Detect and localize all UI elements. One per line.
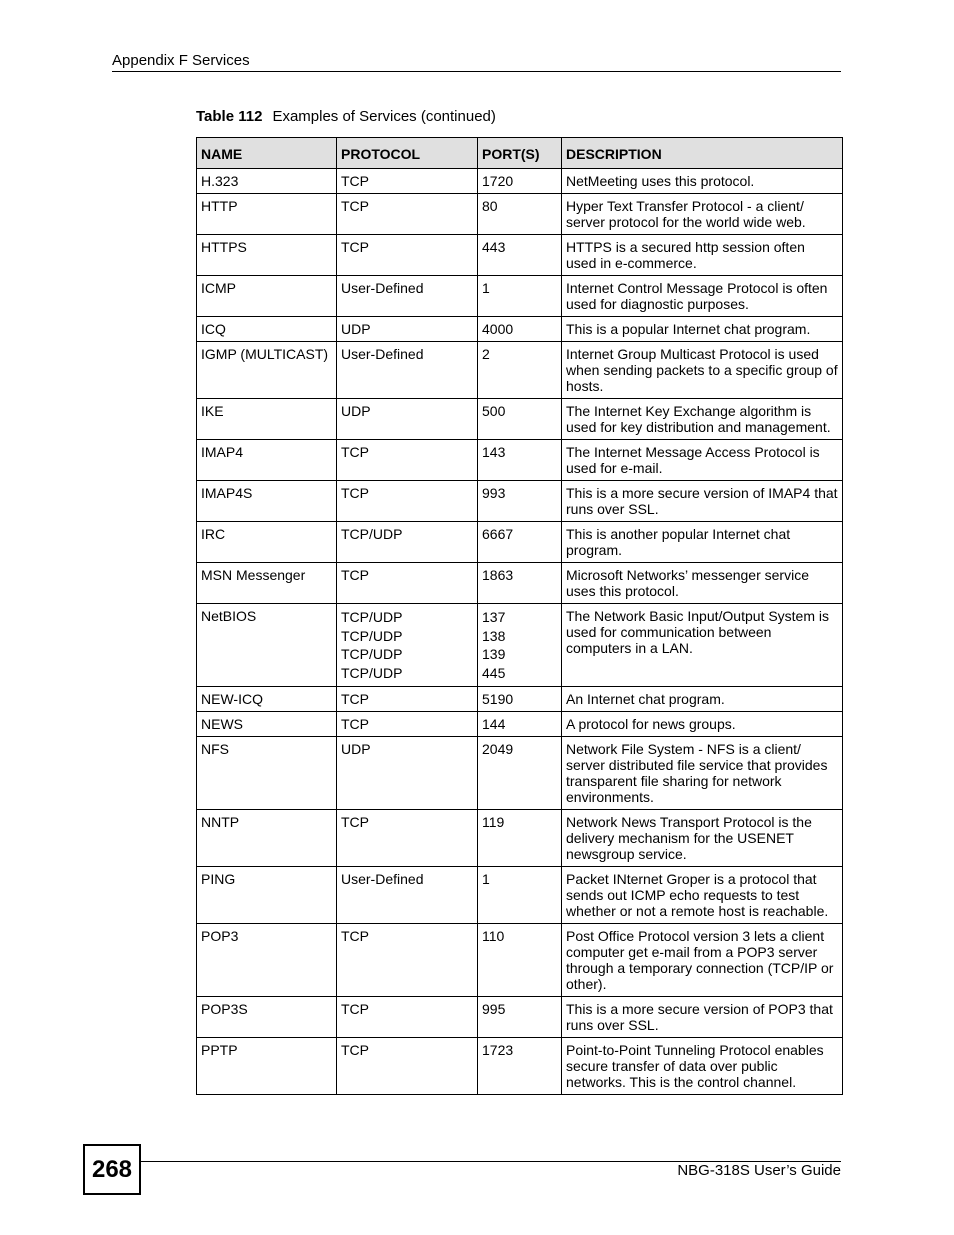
protocol-value: TCP (341, 444, 369, 460)
cell-protocol (337, 737, 478, 810)
port-value: 110 (482, 928, 505, 944)
protocol-value: User-Defined (341, 280, 424, 296)
protocol-value: TCP/UDP (341, 646, 403, 662)
table-row (197, 563, 843, 604)
cell-description: A protocol for news groups. (562, 712, 843, 737)
cell-protocol (337, 194, 478, 235)
cell-protocol (337, 997, 478, 1038)
cell-ports (478, 169, 562, 194)
protocol-value: TCP (341, 567, 369, 583)
cell-name: PPTP (197, 1038, 337, 1095)
cell-name: ICQ (197, 317, 337, 342)
protocol-value: TCP/UDP (341, 609, 403, 625)
table-row (197, 867, 843, 924)
port-value: 144 (482, 716, 506, 732)
port-value: 1723 (482, 1042, 514, 1058)
cell-ports (478, 522, 562, 563)
cell-name: MSN Messenger (197, 563, 337, 604)
cell-ports (478, 737, 562, 810)
table-row (197, 194, 843, 235)
port-value: 1 (482, 871, 490, 887)
table-row (197, 522, 843, 563)
port-value: 143 (482, 444, 506, 460)
cell-description: HTTPS is a secured http session often used in e-commerce. (562, 235, 843, 276)
port-value: 443 (482, 239, 506, 255)
cell-protocol (337, 712, 478, 737)
table-caption-label: Table 112 (196, 108, 263, 125)
cell-description: NetMeeting uses this protocol. (562, 169, 843, 194)
cell-ports (478, 563, 562, 604)
table-row (197, 924, 843, 997)
running-header: Appendix F Services (112, 52, 250, 69)
cell-name: POP3S (197, 997, 337, 1038)
table-header-row (197, 138, 843, 169)
protocol-value: TCP (341, 173, 369, 189)
cell-description: Network File System - NFS is a client/ server distributed file service that provides transparent file sharing for network environments. (562, 737, 843, 810)
cell-protocol (337, 604, 478, 687)
table-row (197, 810, 843, 867)
cell-description: The Internet Message Access Protocol is used for e-mail. (562, 440, 843, 481)
cell-ports (478, 317, 562, 342)
cell-name: PING (197, 867, 337, 924)
table-row (197, 1038, 843, 1095)
cell-protocol (337, 522, 478, 563)
services-table (196, 137, 843, 1095)
cell-description: Packet INternet Groper is a protocol that sends out ICMP echo requests to test whether or not a remote host is reachable. (562, 867, 843, 924)
protocol-value: TCP (341, 814, 369, 830)
table-caption (196, 108, 496, 125)
cell-ports (478, 924, 562, 997)
cell-name: IRC (197, 522, 337, 563)
port-value: 995 (482, 1001, 506, 1017)
cell-description: The Network Basic Input/Output System is used for communication between computers in a LAN. (562, 604, 843, 687)
port-value: 4000 (482, 321, 514, 337)
cell-ports (478, 810, 562, 867)
table-row (197, 737, 843, 810)
cell-description: The Internet Key Exchange algorithm is used for key distribution and management. (562, 399, 843, 440)
cell-description: Internet Control Message Protocol is often used for diagnostic purposes. (562, 276, 843, 317)
header-rule (112, 71, 841, 72)
port-value: 500 (482, 403, 506, 419)
cell-ports (478, 440, 562, 481)
cell-protocol (337, 867, 478, 924)
cell-description: Internet Group Multicast Protocol is used when sending packets to a specific group of hosts. (562, 342, 843, 399)
guide-title: NBG-318S User’s Guide (677, 1162, 841, 1179)
protocol-value: TCP (341, 485, 369, 501)
cell-name: H.323 (197, 169, 337, 194)
cell-protocol (337, 440, 478, 481)
table-row (197, 399, 843, 440)
cell-description: This is a more secure version of POP3 that runs over SSL. (562, 997, 843, 1038)
cell-ports (478, 997, 562, 1038)
port-value: 445 (482, 664, 506, 681)
cell-name: NEW-ICQ (197, 687, 337, 712)
port-value: 2 (482, 346, 490, 362)
cell-description: Hyper Text Transfer Protocol - a client/ server protocol for the world wide web. (562, 194, 843, 235)
cell-description: Point-to-Point Tunneling Protocol enables secure transfer of data over public networks. This is the control channel. (562, 1038, 843, 1095)
protocol-value: TCP/UDP (341, 627, 403, 644)
cell-ports (478, 712, 562, 737)
cell-description: Network News Transport Protocol is the delivery mechanism for the USENET newsgroup service. (562, 810, 843, 867)
cell-name: POP3 (197, 924, 337, 997)
port-value: 5190 (482, 691, 514, 707)
port-value: 119 (482, 814, 505, 830)
cell-name: NetBIOS (197, 604, 337, 687)
protocol-value: TCP (341, 198, 369, 214)
cell-description: An Internet chat program. (562, 687, 843, 712)
cell-description: This is another popular Internet chat program. (562, 522, 843, 563)
protocol-value: TCP (341, 716, 369, 732)
cell-name: HTTPS (197, 235, 337, 276)
cell-description: Microsoft Networks’ messenger service uses this protocol. (562, 563, 843, 604)
table-row (197, 276, 843, 317)
cell-protocol (337, 276, 478, 317)
column-header-description: DESCRIPTION (562, 138, 843, 169)
protocol-value: User-Defined (341, 871, 424, 887)
port-value: 1720 (482, 173, 514, 189)
cell-ports (478, 235, 562, 276)
protocol-value: TCP/UDP (341, 526, 403, 542)
table-row (197, 687, 843, 712)
cell-protocol (337, 687, 478, 712)
cell-protocol (337, 342, 478, 399)
cell-ports (478, 399, 562, 440)
port-value: 2049 (482, 741, 514, 757)
column-header-protocol: PROTOCOL (337, 138, 478, 169)
port-value: 6667 (482, 526, 514, 542)
page-number: 268 (83, 1144, 141, 1195)
port-value: 993 (482, 485, 506, 501)
table-row (197, 440, 843, 481)
cell-protocol (337, 317, 478, 342)
protocol-value: UDP (341, 741, 371, 757)
protocol-value: TCP (341, 1042, 369, 1058)
cell-name: HTTP (197, 194, 337, 235)
cell-name: NEWS (197, 712, 337, 737)
table-row (197, 342, 843, 399)
port-value: 137 (482, 609, 506, 625)
table-row (197, 604, 843, 687)
table-row (197, 997, 843, 1038)
cell-name: IKE (197, 399, 337, 440)
cell-ports (478, 194, 562, 235)
cell-ports (478, 687, 562, 712)
cell-description: This is a more secure version of IMAP4 that runs over SSL. (562, 481, 843, 522)
table-row (197, 712, 843, 737)
column-header-name: NAME (197, 138, 337, 169)
cell-ports (478, 1038, 562, 1095)
protocol-value: TCP/UDP (341, 664, 403, 681)
table-caption-title: Examples of Services (continued) (272, 108, 496, 125)
table-row (197, 169, 843, 194)
cell-protocol (337, 810, 478, 867)
port-value: 138 (482, 627, 506, 644)
protocol-value: TCP (341, 691, 369, 707)
cell-name: ICMP (197, 276, 337, 317)
cell-protocol (337, 169, 478, 194)
protocol-value: UDP (341, 403, 371, 419)
table-row (197, 317, 843, 342)
cell-description: This is a popular Internet chat program. (562, 317, 843, 342)
cell-name: IGMP (MULTICAST) (197, 342, 337, 399)
protocol-value: TCP (341, 928, 369, 944)
port-value: 139 (482, 646, 506, 662)
table-body (197, 169, 843, 1095)
protocol-value: TCP (341, 1001, 369, 1017)
cell-name: IMAP4 (197, 440, 337, 481)
port-value: 1 (482, 280, 490, 296)
table-row (197, 235, 843, 276)
protocol-value: TCP (341, 239, 369, 255)
cell-protocol (337, 563, 478, 604)
port-value: 1863 (482, 567, 514, 583)
cell-description: Post Office Protocol version 3 lets a client computer get e-mail from a POP3 server through a temporary connection (TCP/IP or other). (562, 924, 843, 997)
cell-protocol (337, 235, 478, 276)
protocol-value: User-Defined (341, 346, 424, 362)
cell-protocol (337, 1038, 478, 1095)
cell-ports (478, 867, 562, 924)
cell-protocol (337, 924, 478, 997)
cell-name: NNTP (197, 810, 337, 867)
cell-name: IMAP4S (197, 481, 337, 522)
cell-protocol (337, 399, 478, 440)
cell-ports (478, 342, 562, 399)
cell-ports (478, 481, 562, 522)
cell-ports (478, 604, 562, 687)
protocol-value: UDP (341, 321, 371, 337)
cell-name: NFS (197, 737, 337, 810)
cell-ports (478, 276, 562, 317)
column-header-ports: PORT(S) (478, 138, 562, 169)
table-row (197, 481, 843, 522)
port-value: 80 (482, 198, 498, 214)
cell-protocol (337, 481, 478, 522)
